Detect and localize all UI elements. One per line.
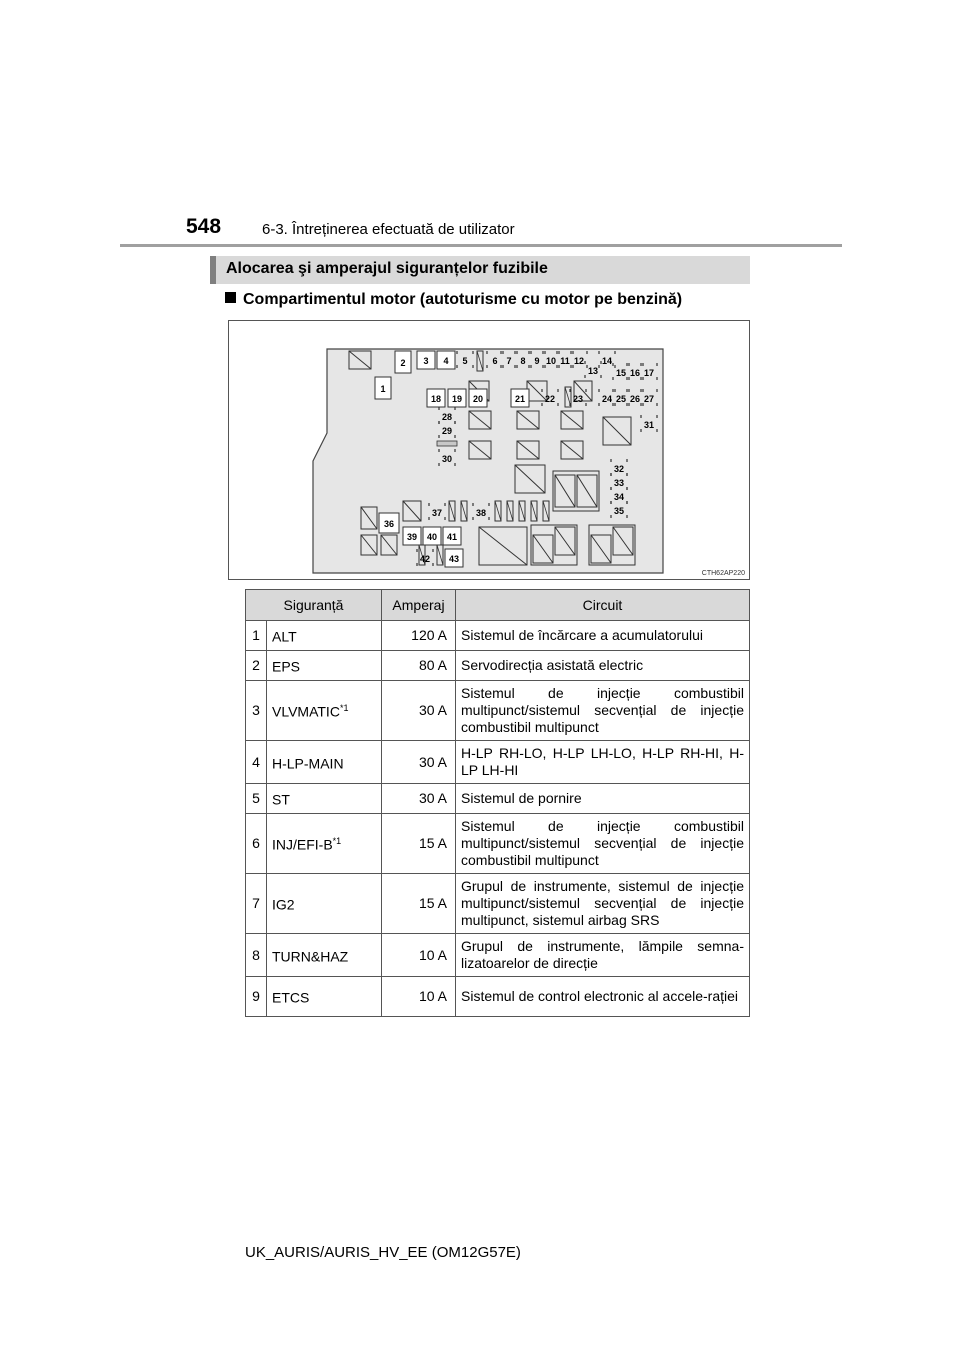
fuse-amperage: 10 A [382,977,456,1017]
fuse-name: H-LP-MAIN [272,755,344,772]
fuse-label: 40 [426,532,438,542]
fuse-amperage: 120 A [382,621,456,651]
fuse-label: 21 [514,394,526,404]
fuse-label: 10 [545,356,557,366]
fuse-amperage: 15 A [382,874,456,934]
fuse-label: 31 [643,420,655,430]
fuse-name-cell [267,651,382,681]
fuse-amperage: 10 A [382,934,456,977]
fuse-amperage: 30 A [382,681,456,741]
page-number: 548 [186,215,222,238]
fuse-box-drawing [229,321,749,579]
fuse-label: 43 [448,554,460,564]
section-title: Alocarea şi amperajul siguranțelor fuzibile [226,260,548,277]
fuse-label: 7 [506,356,512,366]
fuse-name: EPS [272,658,301,675]
fuse-circuit: Sistemul de pornire [456,784,750,814]
footnote-mark: *1 [332,836,342,847]
fuse-label: 29 [441,426,453,436]
fuse-label: 15 [615,368,627,378]
fuse-label: 30 [441,454,453,464]
fuse-name-cell [267,977,382,1017]
fuse-name-cell [267,741,382,784]
section-heading [210,256,750,284]
subsection-title: Compartimentul motor (autoturisme cu motor pe benzină) [243,291,683,308]
fuse-label: 19 [451,394,463,404]
fuse-number: 1 [246,621,267,651]
fuse-label: 14 [601,356,613,366]
fuse-number: 5 [246,784,267,814]
fuse-label: 24 [601,394,613,404]
table-row [246,741,750,784]
table-row [246,874,750,934]
fuse-circuit: Sistemul de încărcare a acumulatorului [456,621,750,651]
fuse-label: 1 [380,384,386,394]
fuse-table [245,589,750,1017]
fuse-label: 35 [613,506,625,516]
fuse-label: 12 [573,356,585,366]
fuse-name: ALT [272,628,297,645]
fuse-number: 9 [246,977,267,1017]
chapter-title: 6-3. Întreținerea efectuată de utilizator [262,221,515,238]
fuse-label: 37 [431,508,443,518]
fuse-label: 34 [613,492,625,502]
fuse-label: 17 [643,368,655,378]
fuse-name: INJ/EFI-B [272,836,333,853]
fuse-label: 38 [475,508,487,518]
square-bullet-icon [225,292,236,303]
fuse-name-cell [267,681,382,741]
fuse-circuit: Grupul de instrumente, lămpile semna-lizatoarelor de direcție [456,934,750,977]
subsection-heading [225,291,682,309]
fuse-label: 23 [572,394,584,404]
fuse-label: 4 [443,356,449,366]
fuse-label: 22 [544,394,556,404]
fuse-label: 6 [492,356,498,366]
fuse-label: 26 [629,394,641,404]
fuse-circuit: Grupul de instrumente, sistemul de injecție multipunct/sistemul secvențial de injecție multipunct, sistemul airbag SRS [456,874,750,934]
fuse-name: VLVMATIC [272,703,340,720]
fuse-label: 32 [613,464,625,474]
fuse-name-cell [267,784,382,814]
fuse-number: 6 [246,814,267,874]
fuse-name: TURN&HAZ [272,948,349,965]
fuse-number: 7 [246,874,267,934]
header-circuit: Circuit [456,590,750,621]
fuse-label: 13 [587,366,599,376]
fuse-number: 3 [246,681,267,741]
diagram-code: CTH62AP220 [701,570,745,577]
table-row [246,651,750,681]
footnote-mark: *1 [339,703,349,714]
fuse-label: 11 [560,356,570,366]
footer-doc-code: UK_AURIS/AURIS_HV_EE (OM12G57E) [245,1244,521,1261]
fuse-circuit: H-LP RH-LO, H-LP LH-LO, H-LP RH-HI, H-LP LH-HI [456,741,750,784]
table-row [246,934,750,977]
strip-fuse [437,441,457,446]
fuse-label: 36 [383,519,395,529]
section-marker [210,256,216,284]
fuse-amperage: 30 A [382,741,456,784]
fuse-label: 20 [472,394,484,404]
fuse-label: 41 [446,532,458,542]
fuse-label: 42 [419,554,431,564]
fuse-label: 18 [430,394,442,404]
fuse-label: 28 [441,412,453,422]
fuse-amperage: 30 A [382,784,456,814]
fuse-amperage: 15 A [382,814,456,874]
table-row [246,784,750,814]
fuse-box-diagram [228,320,750,580]
fuse-number: 2 [246,651,267,681]
fuse-label: 25 [615,394,627,404]
fuse-amperage: 80 A [382,651,456,681]
fuse-label: 27 [643,394,655,404]
fuse-circuit: Sistemul de injecție combustibil multipunct/sistemul secvențial de injecție combustibil multipunct [456,681,750,741]
fuse-label: 3 [423,356,429,366]
fuse-label: 9 [534,356,540,366]
table-row [246,814,750,874]
table-row [246,681,750,741]
fuse-name-cell [267,934,382,977]
table-header-row [246,590,750,621]
fuse-label: 39 [406,532,418,542]
header-fuse: Siguranță [246,590,382,621]
fuse-label: 33 [613,478,625,488]
fuse-name-cell [267,874,382,934]
fuse-name: ST [272,791,290,808]
header-amp: Amperaj [382,590,456,621]
fuse-number: 8 [246,934,267,977]
fuse-circuit: Sistemul de control electronic al accele-rației [456,977,750,1017]
fuse-number: 4 [246,741,267,784]
fuse-label: 8 [520,356,526,366]
header-rule [120,244,842,247]
fuse-label: 2 [400,358,406,368]
fuse-name: IG2 [272,896,295,913]
table-row [246,621,750,651]
fuse-name: ETCS [272,989,310,1006]
fuse-circuit: Servodirecția asistată electric [456,651,750,681]
fuse-label: 5 [462,356,468,366]
fuse-circuit: Sistemul de injecție combustibil multipunct/sistemul secvențial de injecție combustibil multipunct [456,814,750,874]
fuse-name-cell [267,621,382,651]
fuse-label: 16 [629,368,641,378]
table-row [246,977,750,1017]
fuse-table-body [246,621,750,1017]
fuse-name-cell [267,814,382,874]
